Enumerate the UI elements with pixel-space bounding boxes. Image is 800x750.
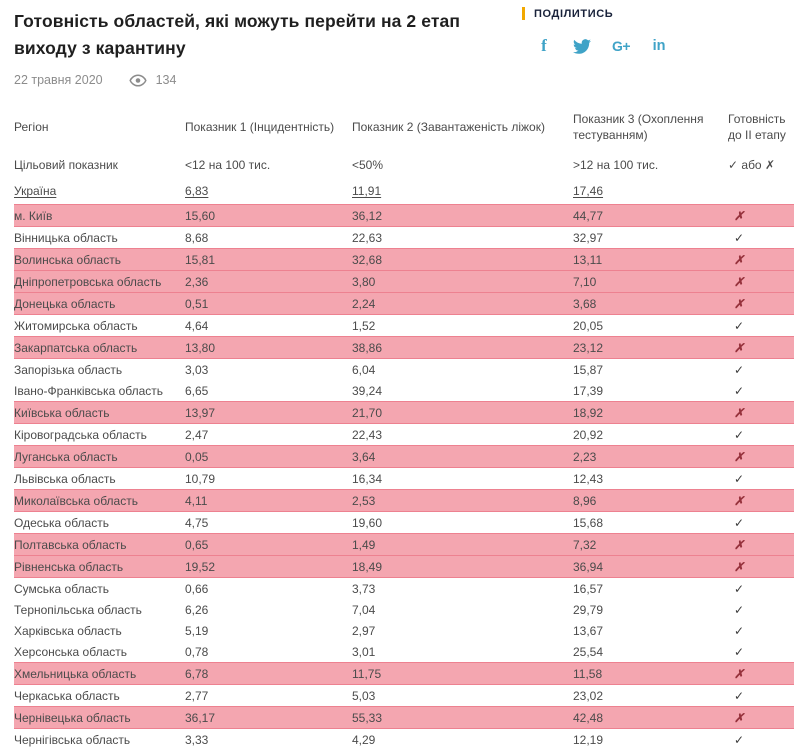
share-block [522, 7, 688, 55]
table-row [14, 707, 794, 729]
share-accent-bar [522, 7, 525, 20]
region-cell: Дніпропетровська область [14, 271, 185, 293]
readiness-cell: ✗ [728, 707, 794, 729]
region-cell: Полтавська область [14, 534, 185, 556]
region-cell: Херсонська область [14, 641, 185, 663]
facebook-icon[interactable]: f [536, 37, 552, 55]
region-cell: Івано-Франківська область [14, 380, 185, 402]
indicator1-cell: 2,36 [185, 271, 352, 293]
indicator2-cell: 22,43 [352, 424, 573, 446]
region-cell: Рівненська область [14, 556, 185, 578]
target-indicator-row [14, 152, 794, 178]
eye-icon [129, 74, 156, 87]
readiness-cell: ✓ [728, 359, 794, 381]
region-cell: Кіровоградська область [14, 424, 185, 446]
table-row [14, 512, 794, 534]
google-plus-icon[interactable]: G+ [612, 37, 630, 55]
indicator2-cell: 1,49 [352, 534, 573, 556]
readiness-cell: ✓ [728, 468, 794, 490]
table-row [14, 620, 794, 641]
indicator2-cell: 3,01 [352, 641, 573, 663]
readiness-cell: ✗ [728, 490, 794, 512]
indicator2-cell: 1,52 [352, 315, 573, 337]
indicator3-cell: 44,77 [573, 205, 728, 227]
region-cell: Волинська область [14, 249, 185, 271]
region-cell: Чернівецька область [14, 707, 185, 729]
indicator3-cell: 29,79 [573, 599, 728, 620]
indicator2-cell: 18,49 [352, 556, 573, 578]
region-cell: м. Київ [14, 205, 185, 227]
target-indicator1: <12 на 100 тис. [185, 152, 352, 178]
indicator1-cell: 4,75 [185, 512, 352, 534]
target-indicator2: <50% [352, 152, 573, 178]
indicator2-cell: 6,04 [352, 359, 573, 381]
region-cell: Закарпатська область [14, 337, 185, 359]
region-cell: Черкаська область [14, 685, 185, 707]
share-label: ПОДІЛИТИСЬ [534, 8, 613, 20]
indicator1-cell: 6,26 [185, 599, 352, 620]
publish-date: 22 травня 2020 [14, 73, 103, 87]
region-cell: Вінницька область [14, 227, 185, 249]
ukraine-indicator3-link[interactable]: 17,46 [573, 184, 603, 198]
region-cell: Харківська область [14, 620, 185, 641]
indicator2-cell: 2,53 [352, 490, 573, 512]
readiness-cell: ✓ [728, 380, 794, 402]
indicator1-cell: 0,66 [185, 578, 352, 600]
indicator3-cell: 42,48 [573, 707, 728, 729]
indicator2-cell: 22,63 [352, 227, 573, 249]
table-row [14, 556, 794, 578]
col-header-region: Регіон [14, 102, 185, 152]
target-indicator3: >12 на 100 тис. [573, 152, 728, 178]
region-cell: Луганська область [14, 446, 185, 468]
readiness-cell: ✗ [728, 249, 794, 271]
indicator3-cell: 18,92 [573, 402, 728, 424]
indicator2-cell: 38,86 [352, 337, 573, 359]
readiness-cell: ✗ [728, 534, 794, 556]
indicator2-cell: 55,33 [352, 707, 573, 729]
table-row [14, 402, 794, 424]
indicator3-cell: 32,97 [573, 227, 728, 249]
ukraine-summary-row [14, 178, 794, 205]
region-cell: Київська область [14, 402, 185, 424]
indicator1-cell: 2,47 [185, 424, 352, 446]
table-row [14, 227, 794, 249]
readiness-cell: ✗ [728, 293, 794, 315]
region-cell: Львівська область [14, 468, 185, 490]
readiness-cell: ✗ [728, 271, 794, 293]
target-readiness: ✓ або ✗ [728, 152, 794, 178]
region-cell: Сумська область [14, 578, 185, 600]
table-row [14, 446, 794, 468]
indicator2-cell: 39,24 [352, 380, 573, 402]
region-cell: Чернігівська область [14, 729, 185, 750]
indicator1-cell: 6,78 [185, 663, 352, 685]
readiness-cell: ✓ [728, 578, 794, 600]
indicator3-cell: 23,02 [573, 685, 728, 707]
region-cell: Миколаївська область [14, 490, 185, 512]
indicator1-cell: 13,97 [185, 402, 352, 424]
indicator3-cell: 17,39 [573, 380, 728, 402]
indicator1-cell: 36,17 [185, 707, 352, 729]
readiness-cell: ✗ [728, 402, 794, 424]
views-count: 134 [156, 73, 177, 87]
region-cell: Тернопільська область [14, 599, 185, 620]
indicator2-cell: 21,70 [352, 402, 573, 424]
indicator1-cell: 15,60 [185, 205, 352, 227]
region-cell: Житомирська область [14, 315, 185, 337]
table-row [14, 685, 794, 707]
regions-table [14, 102, 794, 750]
indicator3-cell: 25,54 [573, 641, 728, 663]
indicator2-cell: 5,03 [352, 685, 573, 707]
indicator3-cell: 15,68 [573, 512, 728, 534]
table-row [14, 641, 794, 663]
table-row [14, 249, 794, 271]
indicator1-cell: 0,65 [185, 534, 352, 556]
indicator1-cell: 4,11 [185, 490, 352, 512]
table-row [14, 729, 794, 750]
indicator3-cell: 20,05 [573, 315, 728, 337]
table-header-row [14, 102, 794, 152]
indicator2-cell: 3,80 [352, 271, 573, 293]
indicator1-cell: 13,80 [185, 337, 352, 359]
region-cell: Донецька область [14, 293, 185, 315]
region-cell: Одеська область [14, 512, 185, 534]
readiness-cell: ✓ [728, 424, 794, 446]
readiness-cell: ✓ [728, 512, 794, 534]
indicator2-cell: 3,64 [352, 446, 573, 468]
indicator3-cell: 7,10 [573, 271, 728, 293]
indicator1-cell: 0,51 [185, 293, 352, 315]
readiness-cell: ✓ [728, 685, 794, 707]
indicator1-cell: 3,03 [185, 359, 352, 381]
table-body [14, 205, 794, 750]
table-row [14, 271, 794, 293]
ukraine-link[interactable]: Україна [14, 184, 56, 198]
readiness-cell: ✓ [728, 641, 794, 663]
indicator3-cell: 3,68 [573, 293, 728, 315]
table-row [14, 534, 794, 556]
linkedin-icon[interactable]: in [651, 37, 667, 55]
indicator3-cell: 13,11 [573, 249, 728, 271]
readiness-cell: ✗ [728, 446, 794, 468]
indicator2-cell: 2,24 [352, 293, 573, 315]
indicator3-cell: 36,94 [573, 556, 728, 578]
indicator1-cell: 4,64 [185, 315, 352, 337]
readiness-cell: ✗ [728, 663, 794, 685]
indicator3-cell: 7,32 [573, 534, 728, 556]
col-header-indicator2: Показник 2 (Завантаженість ліжок) [352, 102, 573, 152]
col-header-readiness: Готовність до II етапу [728, 102, 794, 152]
indicator3-cell: 23,12 [573, 337, 728, 359]
indicator2-cell: 3,73 [352, 578, 573, 600]
table-row [14, 315, 794, 337]
indicator1-cell: 8,68 [185, 227, 352, 249]
indicator1-cell: 15,81 [185, 249, 352, 271]
indicator1-cell: 0,78 [185, 641, 352, 663]
indicator2-cell: 4,29 [352, 729, 573, 750]
readiness-cell: ✗ [728, 337, 794, 359]
table-row [14, 663, 794, 685]
readiness-cell: ✓ [728, 227, 794, 249]
twitter-icon[interactable] [573, 37, 591, 55]
indicator2-cell: 16,34 [352, 468, 573, 490]
indicator2-cell: 7,04 [352, 599, 573, 620]
indicator1-cell: 5,19 [185, 620, 352, 641]
table-row [14, 599, 794, 620]
indicator2-cell: 11,75 [352, 663, 573, 685]
indicator1-cell: 10,79 [185, 468, 352, 490]
table-row [14, 424, 794, 446]
indicator3-cell: 13,67 [573, 620, 728, 641]
table-row [14, 293, 794, 315]
table-row [14, 205, 794, 227]
table-row [14, 380, 794, 402]
readiness-cell: ✓ [728, 620, 794, 641]
ukraine-readiness [728, 178, 794, 205]
ukraine-indicator1-link[interactable]: 6,83 [185, 184, 208, 198]
target-label: Цільовий показник [14, 152, 185, 178]
readiness-cell: ✓ [728, 729, 794, 750]
region-cell: Хмельницька область [14, 663, 185, 685]
views-counter [129, 73, 177, 87]
indicator2-cell: 2,97 [352, 620, 573, 641]
indicator3-cell: 2,23 [573, 446, 728, 468]
indicator3-cell: 16,57 [573, 578, 728, 600]
indicator1-cell: 3,33 [185, 729, 352, 750]
readiness-cell: ✗ [728, 205, 794, 227]
region-cell: Запорізька область [14, 359, 185, 381]
table-row [14, 490, 794, 512]
page-title: Готовність областей, які можуть перейти на 2 етап виходу з карантину [14, 8, 514, 62]
indicator2-cell: 19,60 [352, 512, 573, 534]
indicator1-cell: 0,05 [185, 446, 352, 468]
table-row [14, 359, 794, 381]
col-header-indicator3: Показник 3 (Охоплення тестуванням) [573, 102, 728, 152]
article-header [0, 0, 800, 87]
table-row [14, 468, 794, 490]
readiness-cell: ✓ [728, 315, 794, 337]
ukraine-indicator2-link[interactable]: 11,91 [352, 184, 381, 198]
table-row [14, 337, 794, 359]
share-icons [536, 37, 688, 55]
article-meta [14, 73, 786, 87]
indicator3-cell: 12,19 [573, 729, 728, 750]
indicator3-cell: 8,96 [573, 490, 728, 512]
readiness-cell: ✗ [728, 556, 794, 578]
readiness-cell: ✓ [728, 599, 794, 620]
indicator2-cell: 36,12 [352, 205, 573, 227]
indicator3-cell: 12,43 [573, 468, 728, 490]
indicator2-cell: 32,68 [352, 249, 573, 271]
indicator1-cell: 6,65 [185, 380, 352, 402]
indicator1-cell: 19,52 [185, 556, 352, 578]
indicator1-cell: 2,77 [185, 685, 352, 707]
col-header-indicator1: Показник 1 (Інцидентність) [185, 102, 352, 152]
indicator3-cell: 20,92 [573, 424, 728, 446]
indicator3-cell: 15,87 [573, 359, 728, 381]
table-row [14, 578, 794, 600]
indicator3-cell: 11,58 [573, 663, 728, 685]
